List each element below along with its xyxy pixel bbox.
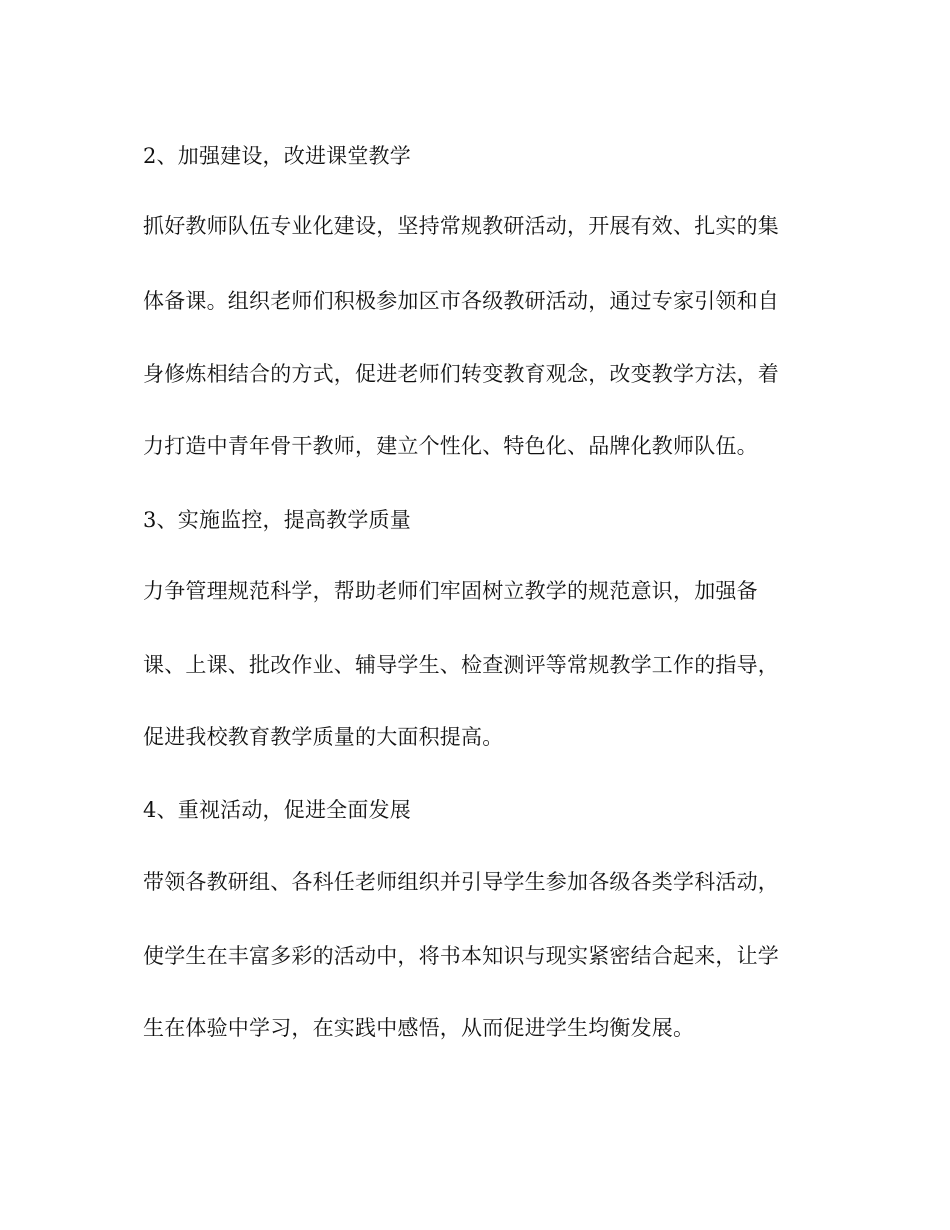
paragraph-line: 带领各教研组、各科任老师组织并引导学生参加各级各类学科活动， [143, 870, 779, 894]
paragraph-line: 促进我校教育教学质量的大面积提高。 [143, 725, 504, 749]
paragraph-line: 使学生在丰富多彩的活动中，将书本知识与现实紧密结合起来，让学 [143, 944, 779, 968]
paragraph-line: 力争管理规范科学，帮助老师们牢固树立教学的规范意识，加强备 [143, 579, 758, 603]
paragraph-line: 体备课。组织老师们积极参加区市各级教研活动，通过专家引领和自 [143, 289, 779, 313]
section-heading-4: 4、重视活动，促进全面发展 [143, 798, 411, 822]
paragraph-line: 身修炼相结合的方式，促进老师们转变教育观念，改变教学方法，着 [143, 362, 779, 386]
paragraph-line: 课、上课、批改作业、辅导学生、检查测评等常规教学工作的指导， [143, 653, 779, 677]
section-heading-3: 3、实施监控，提高教学质量 [143, 508, 411, 532]
paragraph-line: 抓好教师队伍专业化建设，坚持常规教研活动，开展有效、扎实的集 [143, 214, 779, 238]
paragraph-line: 生在体验中学习，在实践中感悟，从而促进学生均衡发展。 [143, 1016, 695, 1040]
section-heading-2: 2、加强建设，改进课堂教学 [143, 144, 411, 168]
paragraph-line: 力打造中青年骨干教师，建立个性化、特色化、品牌化教师队伍。 [143, 434, 758, 458]
